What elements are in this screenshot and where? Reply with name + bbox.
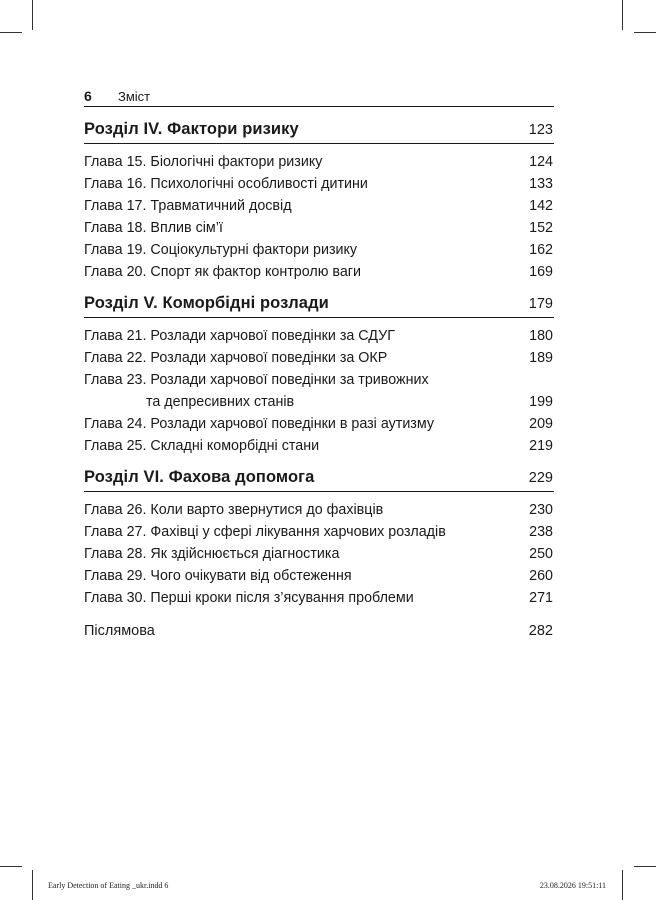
crop-mark xyxy=(622,870,623,900)
chapter-entry xyxy=(84,239,554,261)
chapter-page: 250 xyxy=(529,546,553,562)
chapter-label: Глава 24. Розлади харчової поведінки в разі аутизму xyxy=(84,416,435,432)
print-slug-timestamp: 23.08.2026 19:51:11 xyxy=(539,881,606,890)
crop-mark xyxy=(634,32,656,33)
chapter-page: 260 xyxy=(529,568,553,584)
section-page-number: 123 xyxy=(528,122,553,138)
epilogue-label: Післямова xyxy=(84,623,155,639)
chapter-list xyxy=(84,492,554,618)
chapter-label: Глава 27. Фахівці у сфері лікування харчових розладів xyxy=(84,524,446,540)
chapter-entry xyxy=(84,261,554,283)
chapter-label: Глава 16. Психологічні особливості дитини xyxy=(84,176,368,192)
crop-mark xyxy=(32,0,33,30)
chapter-page: 162 xyxy=(529,242,553,258)
section-heading xyxy=(84,466,554,492)
chapter-page: 142 xyxy=(529,198,553,214)
chapter-label: Глава 28. Як здійснюється діагностика xyxy=(84,546,340,562)
chapter-label: Глава 29. Чого очікувати від обстеження xyxy=(84,568,352,584)
running-head xyxy=(84,88,554,107)
chapter-entry xyxy=(84,195,554,217)
chapter-page: 180 xyxy=(529,328,553,344)
chapter-page: 189 xyxy=(529,350,553,366)
chapter-label: Глава 26. Коли варто звернутися до фахівців xyxy=(84,502,384,518)
crop-mark xyxy=(0,32,22,33)
section-title: Розділ V. Коморбідні розлади xyxy=(84,294,329,312)
crop-mark xyxy=(0,866,22,867)
chapter-entry xyxy=(84,151,554,173)
crop-mark xyxy=(634,866,656,867)
chapter-label: Глава 20. Спорт як фактор контролю ваги xyxy=(84,264,361,280)
chapter-entry xyxy=(84,521,554,543)
chapter-entry xyxy=(84,435,554,457)
chapter-entry xyxy=(84,543,554,565)
chapter-page: 209 xyxy=(529,416,553,432)
chapter-label: Глава 17. Травматичний досвід xyxy=(84,198,292,214)
chapter-page: 133 xyxy=(529,176,553,192)
crop-mark xyxy=(622,0,623,30)
chapter-label: Глава 18. Вплив сім’ї xyxy=(84,220,223,236)
chapter-page: 152 xyxy=(529,220,553,236)
running-title: Зміст xyxy=(118,89,151,104)
chapter-entry xyxy=(84,173,554,195)
section-title: Розділ IV. Фактори ризику xyxy=(84,120,299,138)
chapter-label-block xyxy=(84,369,429,413)
chapter-page: 199 xyxy=(529,394,553,410)
chapter-page: 230 xyxy=(529,502,553,518)
chapter-entry xyxy=(84,413,554,435)
chapter-page: 219 xyxy=(529,438,553,454)
epilogue-page: 282 xyxy=(528,623,553,639)
section-heading xyxy=(84,118,554,144)
section-heading xyxy=(84,292,554,318)
chapter-label: Глава 19. Соціокультурні фактори ризику xyxy=(84,242,358,258)
chapter-label: Глава 30. Перші кроки після з’ясування проблеми xyxy=(84,590,414,606)
chapter-entry xyxy=(84,587,554,609)
table-of-contents xyxy=(84,118,554,642)
chapter-entry xyxy=(84,325,554,347)
chapter-page: 169 xyxy=(529,264,553,280)
epilogue-entry xyxy=(84,620,554,642)
chapter-label: Глава 21. Розлади харчової поведінки за СДУГ xyxy=(84,328,395,344)
chapter-page: 271 xyxy=(529,590,553,606)
chapter-entry xyxy=(84,217,554,239)
section-page-number: 229 xyxy=(528,470,553,486)
chapter-entry xyxy=(84,347,554,369)
chapter-list xyxy=(84,144,554,292)
crop-mark xyxy=(32,870,33,900)
chapter-page: 124 xyxy=(529,154,553,170)
chapter-entry xyxy=(84,369,554,413)
chapter-entry xyxy=(84,499,554,521)
chapter-label-continuation: та депресивних станів xyxy=(146,394,295,410)
chapter-label: Глава 22. Розлади харчової поведінки за ОКР xyxy=(84,350,388,366)
chapter-label: Глава 23. Розлади харчової поведінки за тривожних xyxy=(84,372,429,388)
chapter-label: Глава 25. Складні коморбідні стани xyxy=(84,438,320,454)
section-page-number: 179 xyxy=(528,296,553,312)
chapter-list xyxy=(84,318,554,466)
print-slug-file: Early Detection of Eating _ukr.indd 6 xyxy=(48,881,169,890)
page-number: 6 xyxy=(84,88,92,104)
chapter-label: Глава 15. Біологічні фактори ризику xyxy=(84,154,323,170)
chapter-page: 238 xyxy=(529,524,553,540)
section-title: Розділ VI. Фахова допомога xyxy=(84,468,315,486)
chapter-entry xyxy=(84,565,554,587)
